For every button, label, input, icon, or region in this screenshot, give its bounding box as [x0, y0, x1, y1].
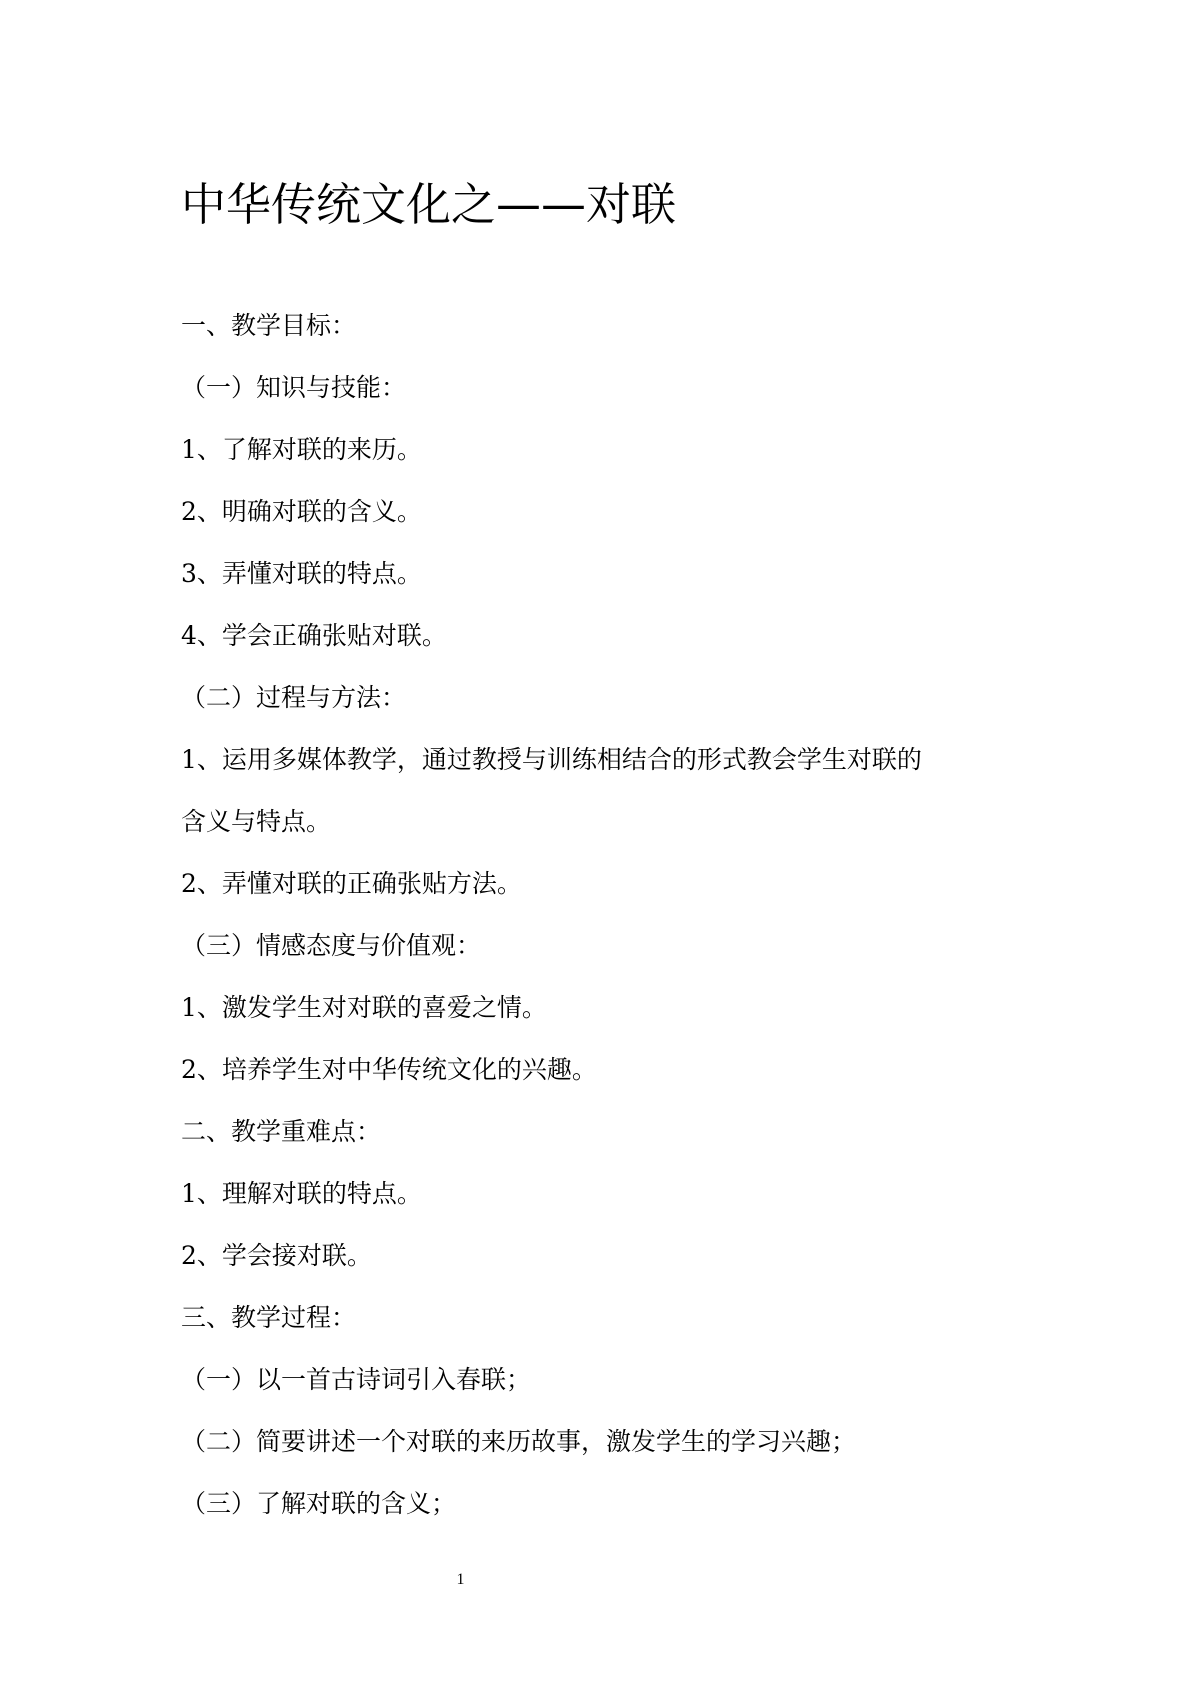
page-number: 1: [456, 1571, 465, 1588]
list-item: （一）以一首古诗词引入春联；: [181, 1365, 532, 1394]
list-item: 1、激发学生对对联的喜爱之情。: [181, 993, 547, 1022]
list-item: 1、了解对联的来历。: [181, 435, 422, 464]
document-body: [181, 295, 1021, 1535]
subheading-process-method: （二）过程与方法：: [181, 683, 407, 712]
subheading-knowledge-skills: （一）知识与技能：: [181, 373, 407, 402]
section-heading-process: 三、教学过程：: [181, 1303, 357, 1332]
list-item: （二）简要讲述一个对联的来历故事，激发学生的学习兴趣；: [181, 1427, 857, 1456]
list-item-continuation: 含义与特点。: [181, 807, 332, 836]
list-item: 3、弄懂对联的特点。: [181, 559, 422, 588]
document-title: 中华传统文化之——对联: [181, 178, 677, 231]
list-item: 1、运用多媒体教学，通过教授与训练相结合的形式教会学生对联的: [181, 745, 922, 774]
list-item: 1、理解对联的特点。: [181, 1179, 422, 1208]
section-heading-objectives: 一、教学目标：: [181, 311, 357, 340]
section-heading-key-points: 二、教学重难点：: [181, 1117, 382, 1146]
subheading-attitude-values: （三）情感态度与价值观：: [181, 931, 482, 960]
list-item: （三）了解对联的含义；: [181, 1489, 457, 1518]
list-item: 2、培养学生对中华传统文化的兴趣。: [181, 1055, 597, 1084]
list-item: 2、明确对联的含义。: [181, 497, 422, 526]
list-item: 2、弄懂对联的正确张贴方法。: [181, 869, 522, 898]
list-item: 4、学会正确张贴对联。: [181, 621, 447, 650]
list-item: 2、学会接对联。: [181, 1241, 372, 1270]
